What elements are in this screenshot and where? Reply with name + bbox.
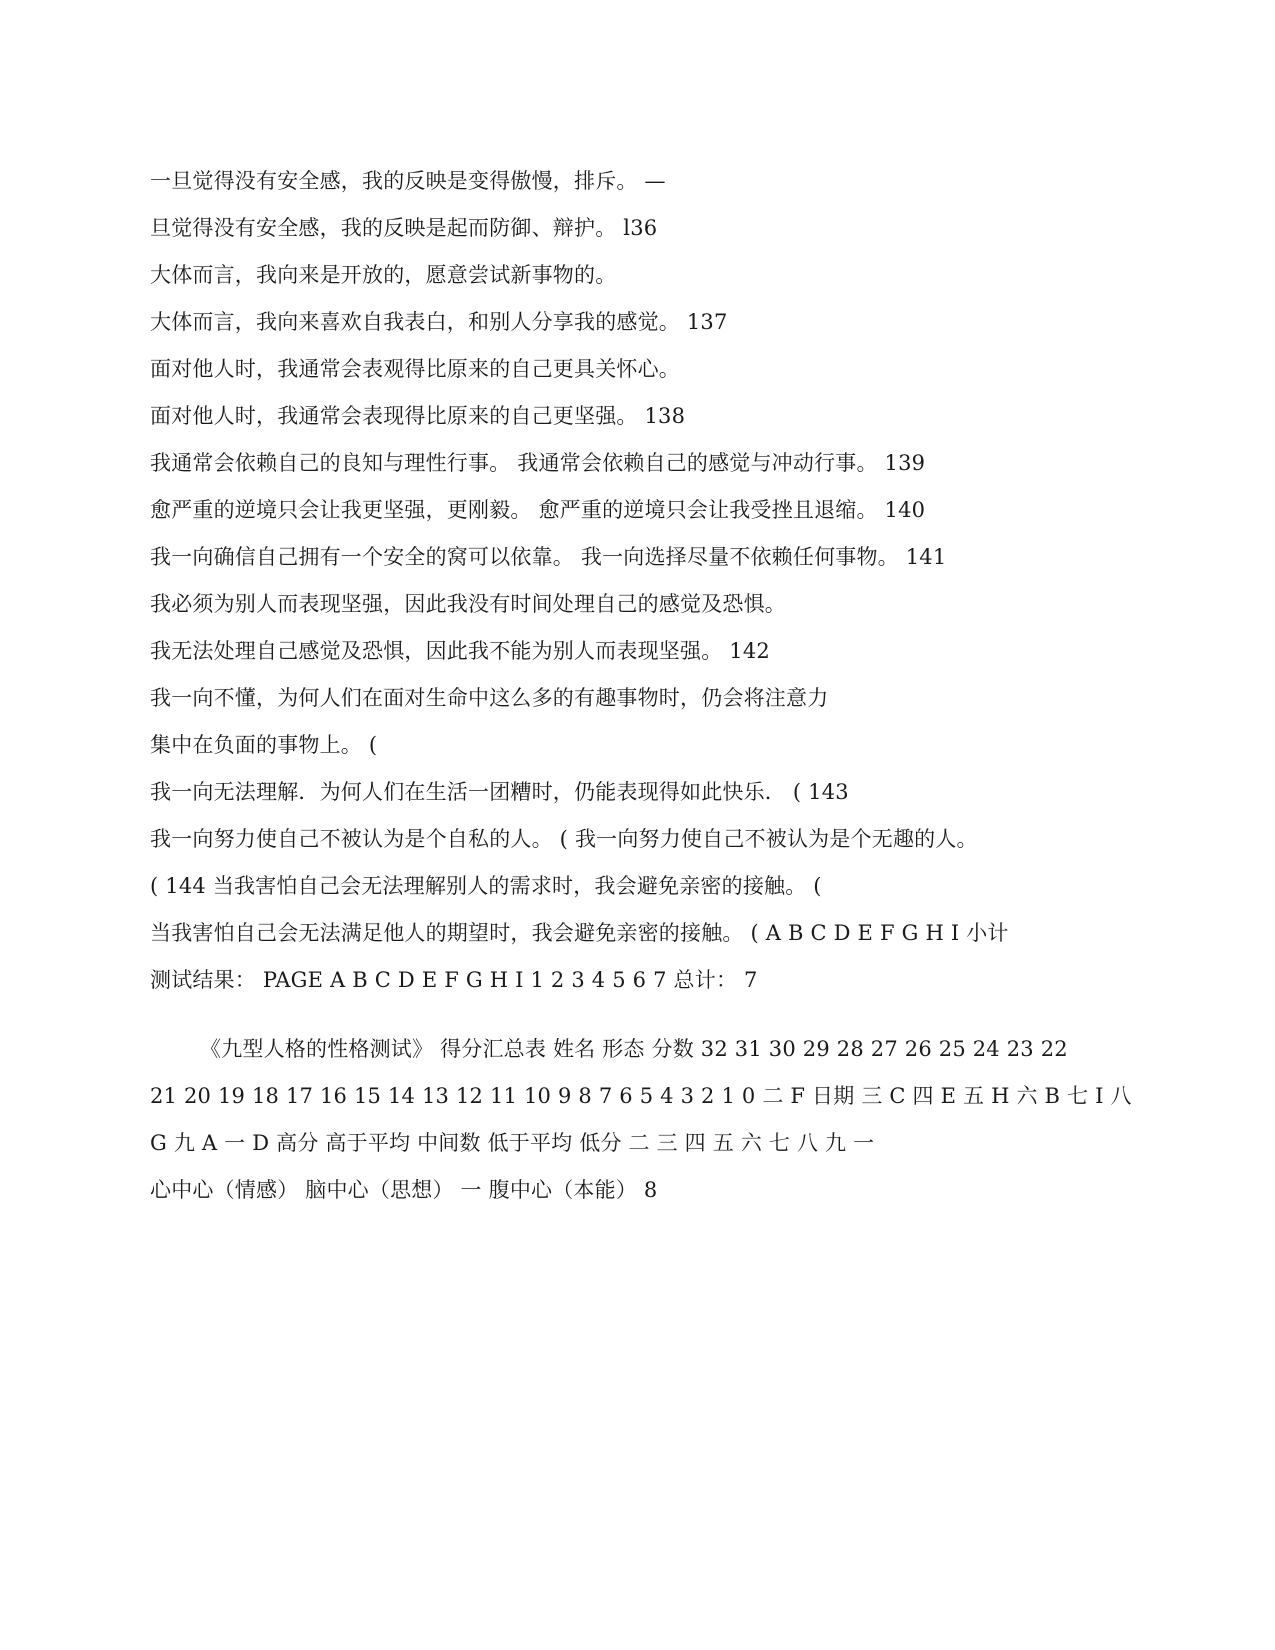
question-line: 面对他人时，我通常会表现得比原来的自己更坚强。 138 (150, 404, 686, 428)
question-line: 测试结果： PAGE A B C D E F G H I 1 2 3 4 5 6 7 总计： 7 (150, 968, 758, 992)
question-line: ( 144 当我害怕自己会无法理解别人的需求时，我会避免亲密的接触。 ( (150, 874, 822, 898)
question-line: 我必须为别人而表现坚强，因此我没有时间处理自己的感觉及恐惧。 (150, 592, 786, 616)
question-line: 大体而言，我向来喜欢自我表白，和别人分享我的感觉。 137 (150, 310, 728, 334)
question-line: 我通常会依赖自己的良知与理性行事。 我通常会依赖自己的感觉与冲动行事。 139 (150, 451, 926, 475)
question-line: 我一向确信自己拥有一个安全的窝可以依靠。 我一向选择尽量不依赖任何事物。 141 (150, 545, 947, 569)
summary-line: 心中心（情感） 脑中心（思想） 一 腹中心（本能） 8 (150, 1178, 658, 1202)
question-list (150, 158, 1150, 1004)
question-line: 愈严重的逆境只会让我更坚强，更刚毅。 愈严重的逆境只会让我受挫且退缩。 140 (150, 498, 926, 522)
question-line: 旦觉得没有安全感，我的反映是起而防御、辩护。 l36 (150, 216, 658, 240)
question-line: 我一向努力使自己不被认为是个自私的人。 ( 我一向努力使自己不被认为是个无趣的人。 (150, 827, 978, 851)
question-line: 当我害怕自己会无法满足他人的期望时，我会避免亲密的接触。 ( A B C D E F G H I 小计 (150, 921, 1009, 945)
question-line: 我无法处理自己感觉及恐惧，因此我不能为别人而表现坚强。 142 (150, 639, 770, 663)
summary-line: 21 20 19 18 17 16 15 14 13 12 11 10 9 8 7 6 5 4 3 2 1 0 二 F 日期 三 C 四 E 五 H 六 B 七 I 八 (150, 1084, 1132, 1108)
score-summary (150, 1026, 1150, 1214)
summary-line: G 九 A 一 D 高分 高于平均 中间数 低于平均 低分 二 三 四 五 六 七 八 九 一 (150, 1131, 875, 1155)
summary-title-line: 《九型人格的性格测试》 得分汇总表 姓名 形态 分数 32 31 30 29 28 27 26 25 24 23 22 (200, 1037, 1068, 1061)
question-line: 面对他人时，我通常会表观得比原来的自己更具关怀心。 (150, 357, 680, 381)
question-line: 我一向无法理解．为何人们在生活一团糟时，仍能表现得如此快乐． ( 143 (150, 780, 849, 804)
question-line: 我一向不懂，为何人们在面对生命中这么多的有趣事物时，仍会将注意力 (150, 686, 829, 710)
question-line: 一旦觉得没有安全感，我的反映是变得傲慢，排斥。 — (150, 169, 666, 193)
question-line: 集中在负面的事物上。 ( (150, 733, 378, 757)
question-line: 大体而言，我向来是开放的，愿意尝试新事物的。 (150, 263, 617, 287)
